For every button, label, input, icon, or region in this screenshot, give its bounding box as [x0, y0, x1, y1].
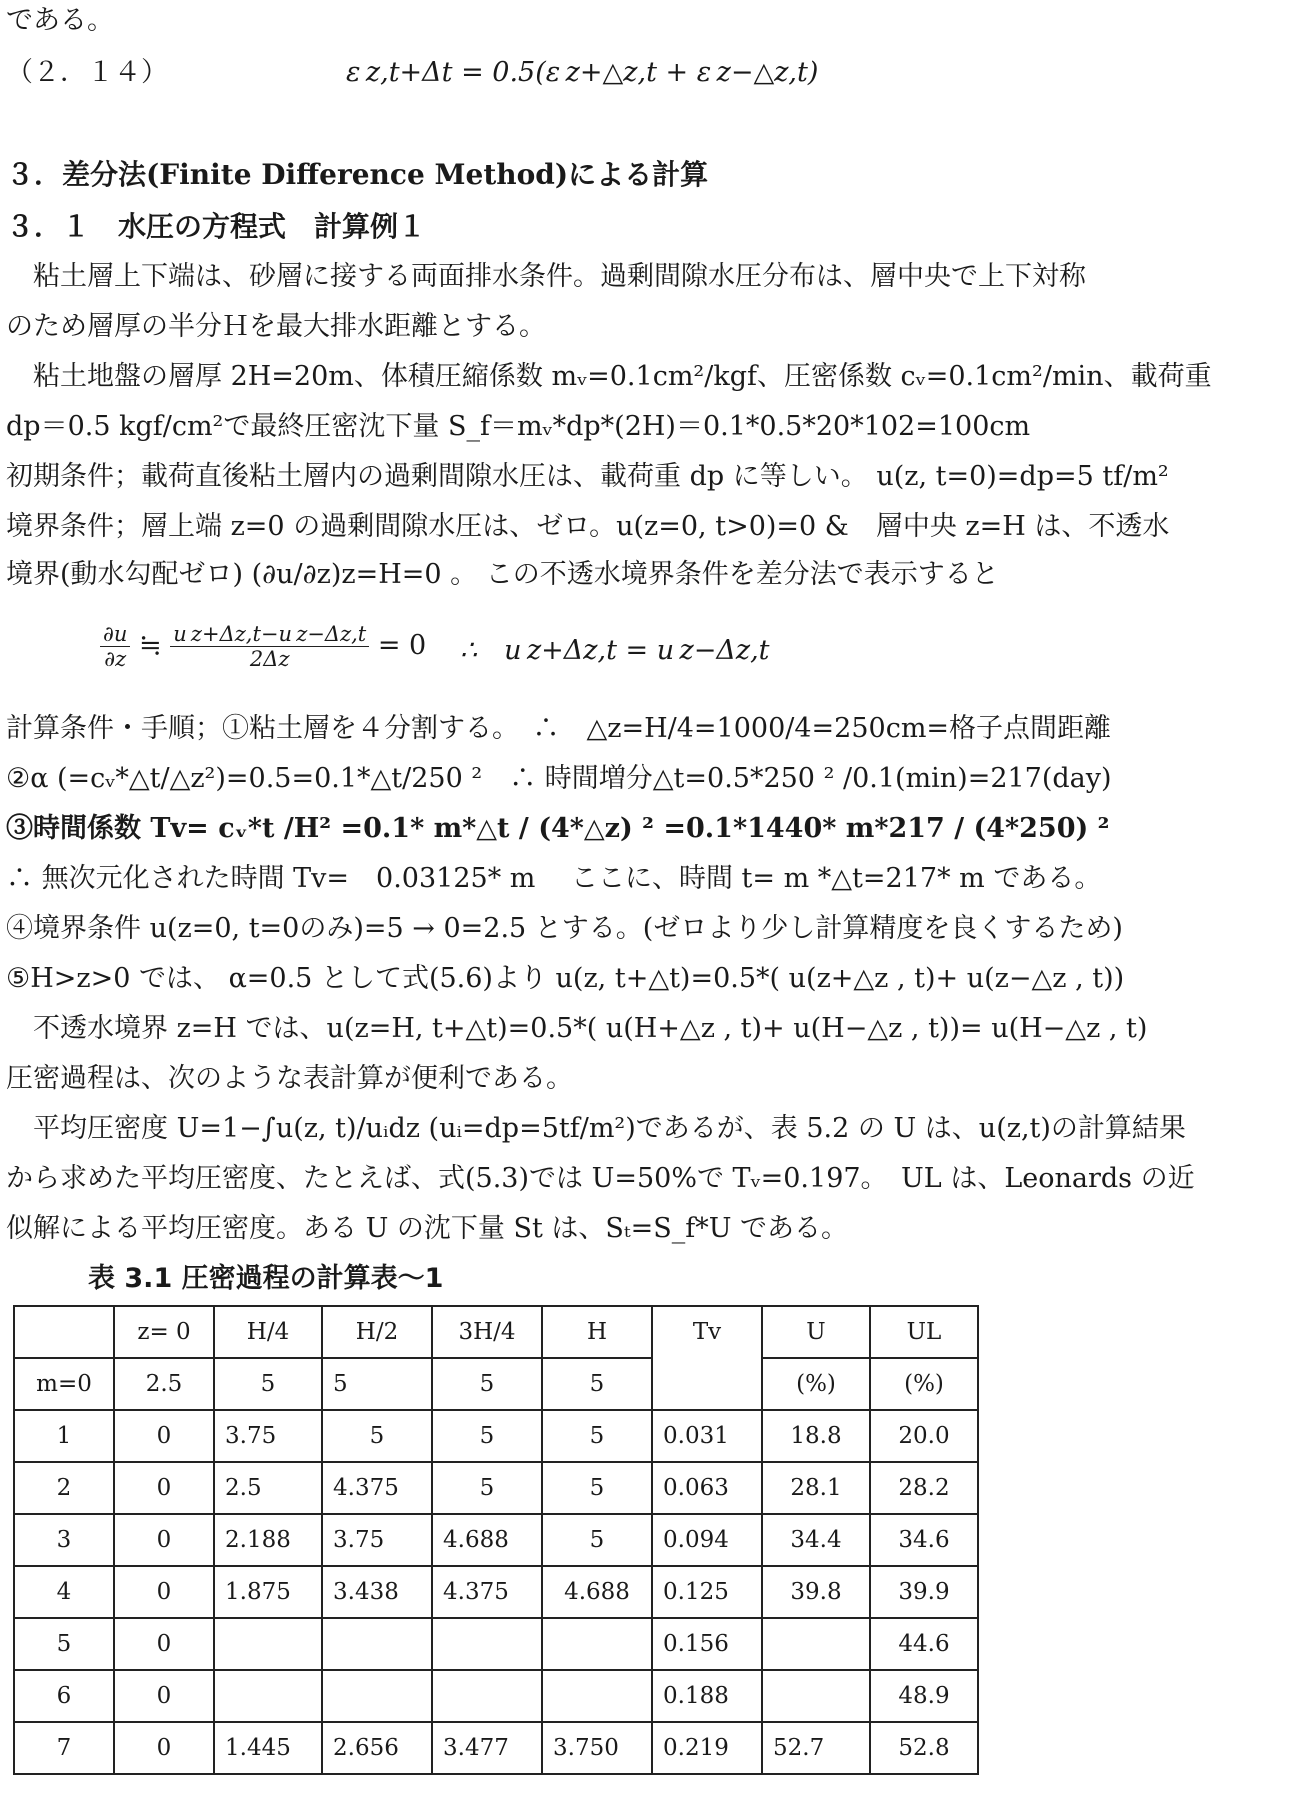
- table-cell: 0: [114, 1410, 214, 1462]
- table-cell: 44.6: [870, 1618, 978, 1670]
- table-cell: 5: [214, 1358, 322, 1410]
- text-line-1: である。: [6, 5, 114, 36]
- table-cell: 0: [114, 1462, 214, 1514]
- table-cell: 2.656: [322, 1722, 432, 1774]
- table-header-row: [14, 1306, 978, 1358]
- table-cell: 0.188: [652, 1670, 762, 1722]
- table-cell: 5: [542, 1410, 652, 1462]
- header-cell: H/4: [214, 1306, 322, 1358]
- table-cell: [762, 1670, 870, 1722]
- procedure-line-6: ⑤H>z>0 では、 α=0.5 として式(5.6)より u(z, t+△t)=0.5*( u(z+△z , t)+ u(z−△z , t)): [6, 963, 1125, 994]
- table-cell: 5: [542, 1358, 652, 1410]
- table-cell: 3.75: [322, 1514, 432, 1566]
- table-row: [14, 1670, 978, 1722]
- table-row: [14, 1462, 978, 1514]
- fraction-numerator: u z+Δz,t−u z−Δz,t: [170, 622, 369, 647]
- table-cell: 34.6: [870, 1514, 978, 1566]
- table-cell: 4.375: [432, 1566, 542, 1618]
- header-cell: 3H/4: [432, 1306, 542, 1358]
- table-cell: 34.4: [762, 1514, 870, 1566]
- table-cell: 5: [432, 1462, 542, 1514]
- table-cell: 2.188: [214, 1514, 322, 1566]
- table-cell: 39.8: [762, 1566, 870, 1618]
- table-cell: 5: [542, 1514, 652, 1566]
- table-cell: 2.5: [114, 1358, 214, 1410]
- table-cell: 48.9: [870, 1670, 978, 1722]
- table-cell: 5: [14, 1618, 114, 1670]
- table-row: [14, 1410, 978, 1462]
- header-cell: H/2: [322, 1306, 432, 1358]
- section-heading-3-1: ３．１ 水圧の方程式 計算例１: [6, 210, 427, 243]
- table-cell: [214, 1670, 322, 1722]
- table-cell: 28.1: [762, 1462, 870, 1514]
- table-cell: 5: [432, 1358, 542, 1410]
- table-cell: 0.031: [652, 1410, 762, 1462]
- paragraph-line: 圧密過程は、次のような表計算が便利である。: [6, 1063, 573, 1094]
- table-cell: [432, 1618, 542, 1670]
- table-cell: m=0: [14, 1358, 114, 1410]
- table-caption: 表 3.1 圧密過程の計算表～1: [88, 1263, 444, 1294]
- table-cell: (%): [870, 1358, 978, 1410]
- header-cell: z= 0: [114, 1306, 214, 1358]
- header-cell: U: [762, 1306, 870, 1358]
- paragraph-line: から求めた平均圧密度、たとえば、式(5.3)では U=50%で Tᵥ=0.197。 UL は、Leonards の近: [6, 1163, 1195, 1194]
- paragraph-line: 平均圧密度 U=1−∫u(z, t)/uᵢdz (uᵢ=dp=5tf/m²)であるが、表 5.2 の U は、u(z,t)の計算結果: [6, 1113, 1186, 1144]
- table-cell: 5: [432, 1410, 542, 1462]
- equals-zero: = 0: [377, 630, 427, 661]
- difference-equation: [100, 622, 770, 671]
- table-cell: 0: [114, 1514, 214, 1566]
- procedure-line-5: ④境界条件 u(z=0, t=0のみ)=5 → 0=2.5 とする。(ゼロより少し計算精度を良くするため): [6, 913, 1123, 944]
- table-cell: [322, 1670, 432, 1722]
- paragraph-line: 似解による平均圧密度。ある U の沈下量 St は、Sₜ=S_f*U である。: [6, 1213, 849, 1244]
- table-cell: 2.5: [214, 1462, 322, 1514]
- table-row: [14, 1618, 978, 1670]
- table-cell: 4: [14, 1566, 114, 1618]
- initial-condition-line: 初期条件；載荷直後粘土層内の過剰間隙水圧は、載荷重 dp に等しい。 u(z, t=0)=dp=5 tf/m²: [6, 461, 1169, 492]
- procedure-line-3: ③時間係数 Tv= cᵥ*t /H² =0.1* m*△t / (4*△z) ² =0.1*1440* m*217 / (4*250) ²: [6, 813, 1110, 844]
- table-cell: 0.219: [652, 1722, 762, 1774]
- table-cell: 18.8: [762, 1410, 870, 1462]
- paragraph-line: 粘土層上下端は、砂層に接する両面排水条件。過剰間隙水圧分布は、層中央で上下対称: [6, 261, 1086, 292]
- table-row: [14, 1722, 978, 1774]
- table-cell: 1: [14, 1410, 114, 1462]
- boundary-condition-line: 境界条件；層上端 z=0 の過剰間隙水圧は、ゼロ。u(z=0, t>0)=0 & 層中央 z=H は、不透水: [6, 511, 1170, 542]
- table-cell: 3.75: [214, 1410, 322, 1462]
- table-row: [14, 1566, 978, 1618]
- equation-2-14-row: [6, 56, 819, 90]
- table-cell: 5: [322, 1410, 432, 1462]
- table-cell: 52.8: [870, 1722, 978, 1774]
- table-row: [14, 1514, 978, 1566]
- table-cell: 0: [114, 1566, 214, 1618]
- derivative-fraction: [100, 622, 130, 671]
- paragraph-line: dp＝0.5 kgf/cm²で最終圧密沈下量 S_f＝mᵥ*dp*(2H)＝0.1*0.5*20*102=100cm: [6, 411, 1031, 442]
- section-heading-3: ３．差分法(Finite Difference Method)による計算: [6, 158, 709, 191]
- header-corner: [14, 1306, 114, 1358]
- table-cell: 20.0: [870, 1410, 978, 1462]
- paragraph-line: のため層厚の半分Ｈを最大排水距離とする。: [6, 311, 546, 342]
- table-cell: [542, 1618, 652, 1670]
- equation-2-14: ε z,t+Δt = 0.5(ε z+△z,t + ε z−△z,t): [346, 57, 819, 88]
- table-cell: [214, 1618, 322, 1670]
- header-cell: UL: [870, 1306, 978, 1358]
- approx-sign: ≒: [138, 630, 162, 661]
- table-cell: 5: [322, 1358, 432, 1410]
- table-initial-row: [14, 1358, 978, 1410]
- table-cell: 0: [114, 1618, 214, 1670]
- fraction-denominator: ∂z: [104, 647, 127, 671]
- therefore-equation: ∴ u z+Δz,t = u z−Δz,t: [460, 635, 770, 666]
- table-cell: 4.375: [322, 1462, 432, 1514]
- table-cell: 39.9: [870, 1566, 978, 1618]
- table-cell: 0: [114, 1670, 214, 1722]
- fraction-numerator: ∂u: [100, 622, 130, 647]
- table-cell: 0.125: [652, 1566, 762, 1618]
- table-cell: 3: [14, 1514, 114, 1566]
- table-cell: (%): [762, 1358, 870, 1410]
- paragraph-line: 粘土地盤の層厚 2H=20m、体積圧縮係数 mᵥ=0.1cm²/kgf、圧密係数 cᵥ=0.1cm²/min、載荷重: [6, 361, 1212, 392]
- table-cell: 1.875: [214, 1566, 322, 1618]
- procedure-line-4: ∴ 無次元化された時間 Tv= 0.03125* m ここに、時間 t= m *△t=217* m である。: [6, 863, 1102, 894]
- table-cell: 52.7: [762, 1722, 870, 1774]
- table-cell: 0.156: [652, 1618, 762, 1670]
- header-cell: H: [542, 1306, 652, 1358]
- table-cell: 3.477: [432, 1722, 542, 1774]
- table-cell: 4.688: [432, 1514, 542, 1566]
- consolidation-table: [13, 1305, 979, 1775]
- difference-fraction: [170, 622, 369, 671]
- table-cell: 4.688: [542, 1566, 652, 1618]
- table-cell: 1.445: [214, 1722, 322, 1774]
- table-cell: 2: [14, 1462, 114, 1514]
- equation-label: （２．１４）: [6, 57, 168, 88]
- procedure-line-7: 不透水境界 z=H では、u(z=H, t+△t)=0.5*( u(H+△z , t)+ u(H−△z , t))= u(H−△z , t): [6, 1013, 1148, 1044]
- procedure-line-1: 計算条件・手順；①粘土層を４分割する。 ∴ △z=H/4=1000/4=250cm=格子点間距離: [6, 713, 1112, 744]
- table-cell: 3.438: [322, 1566, 432, 1618]
- table-cell: [432, 1670, 542, 1722]
- table-cell: [542, 1670, 652, 1722]
- table-cell: 6: [14, 1670, 114, 1722]
- table-cell: [762, 1618, 870, 1670]
- fraction-denominator: 2Δz: [249, 647, 290, 671]
- header-cell: Tv: [652, 1306, 762, 1410]
- table-cell: 28.2: [870, 1462, 978, 1514]
- table-cell: 0: [114, 1722, 214, 1774]
- table-cell: [322, 1618, 432, 1670]
- table-cell: 5: [542, 1462, 652, 1514]
- table-cell: 3.750: [542, 1722, 652, 1774]
- table-cell: 0.063: [652, 1462, 762, 1514]
- table-cell: 7: [14, 1722, 114, 1774]
- boundary-condition-line-2: 境界(動水勾配ゼロ) (∂u/∂z)z=H=0 。 この不透水境界条件を差分法で表示すると: [6, 559, 999, 590]
- table-cell: 0.094: [652, 1514, 762, 1566]
- procedure-line-2: ②α (=cᵥ*△t/△z²)=0.5=0.1*△t/250 ² ∴ 時間増分△t=0.5*250 ² /0.1(min)=217(day): [6, 763, 1112, 794]
